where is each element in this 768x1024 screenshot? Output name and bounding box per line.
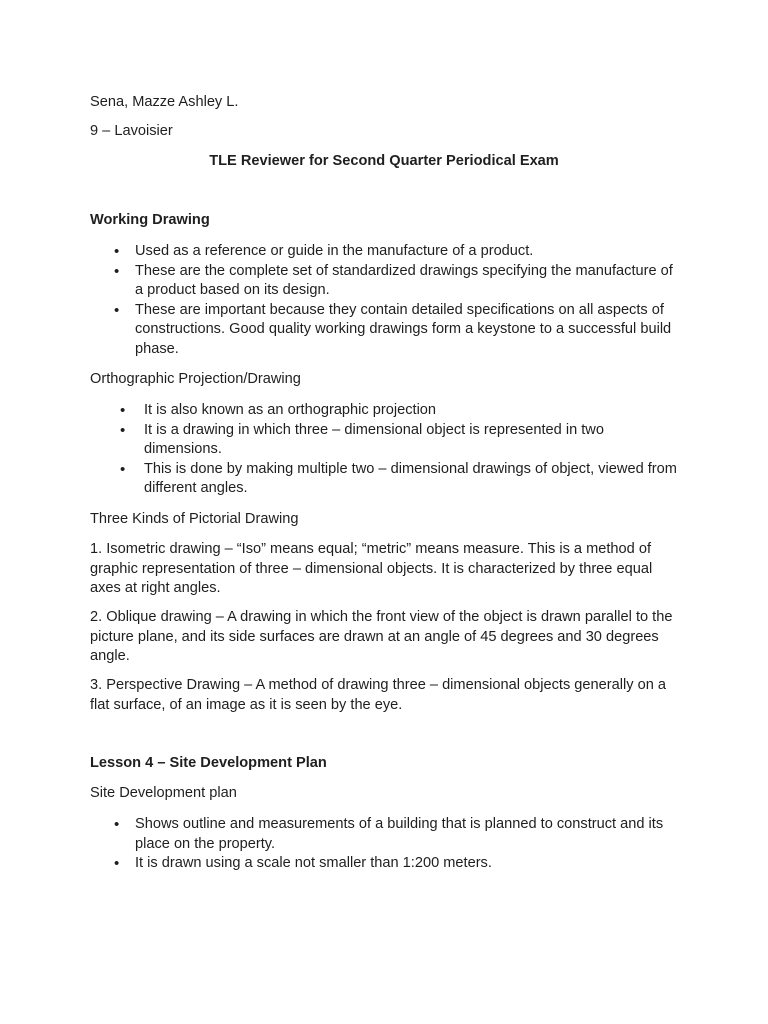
list-item: • It is drawn using a scale not smaller than 1:200 meters.: [90, 854, 680, 874]
pictorial-item-perspective: 3. Perspective Drawing – A method of drawing three – dimensional objects generally on a flat surface, of an image as it is seen by the eye.: [90, 677, 666, 713]
pictorial-heading: Three Kinds of Pictorial Drawing: [90, 511, 299, 527]
pictorial-item-isometric: 1. Isometric drawing – “Iso” means equal; “metric” means measure. This is a method of graphic representation of three – dimensional objects. It is characterized by three equal axes at right angles.: [90, 541, 653, 596]
list-item: • It is also known as an orthographic projection: [90, 401, 680, 421]
working-drawing-heading: Working Drawing: [90, 212, 210, 228]
document-title: TLE Reviewer for Second Quarter Periodical Exam: [209, 153, 559, 169]
list-item: • These are important because they contain detailed specifications on all aspects of constructions. Good quality working drawings form a keystone to a successful build phase.: [90, 301, 680, 360]
list-item: • Used as a reference or guide in the manufacture of a product.: [90, 242, 680, 262]
pictorial-item-oblique: 2. Oblique drawing – A drawing in which the front view of the object is drawn parallel to the picture plane, and its side surfaces are drawn at an angle of 45 degrees and 30 degrees angle.: [90, 609, 673, 664]
list-item: • These are the complete set of standardized drawings specifying the manufacture of a product based on its design.: [90, 262, 680, 301]
lesson4-heading: Lesson 4 – Site Development Plan: [90, 755, 327, 771]
orthographic-heading: Orthographic Projection/Drawing: [90, 371, 301, 387]
site-development-list: [90, 815, 680, 874]
list-item: • It is a drawing in which three – dimensional object is represented in two dimensions.: [90, 421, 680, 460]
orthographic-list: [90, 401, 680, 499]
student-section: 9 – Lavoisier: [90, 123, 173, 139]
student-name: Sena, Mazze Ashley L.: [90, 94, 239, 110]
list-item: • This is done by making multiple two – dimensional drawings of object, viewed from different angles.: [90, 460, 680, 499]
site-development-subheading: Site Development plan: [90, 785, 237, 801]
working-drawing-list: [90, 242, 680, 359]
list-item: • Shows outline and measurements of a building that is planned to construct and its place on the property.: [90, 815, 680, 854]
